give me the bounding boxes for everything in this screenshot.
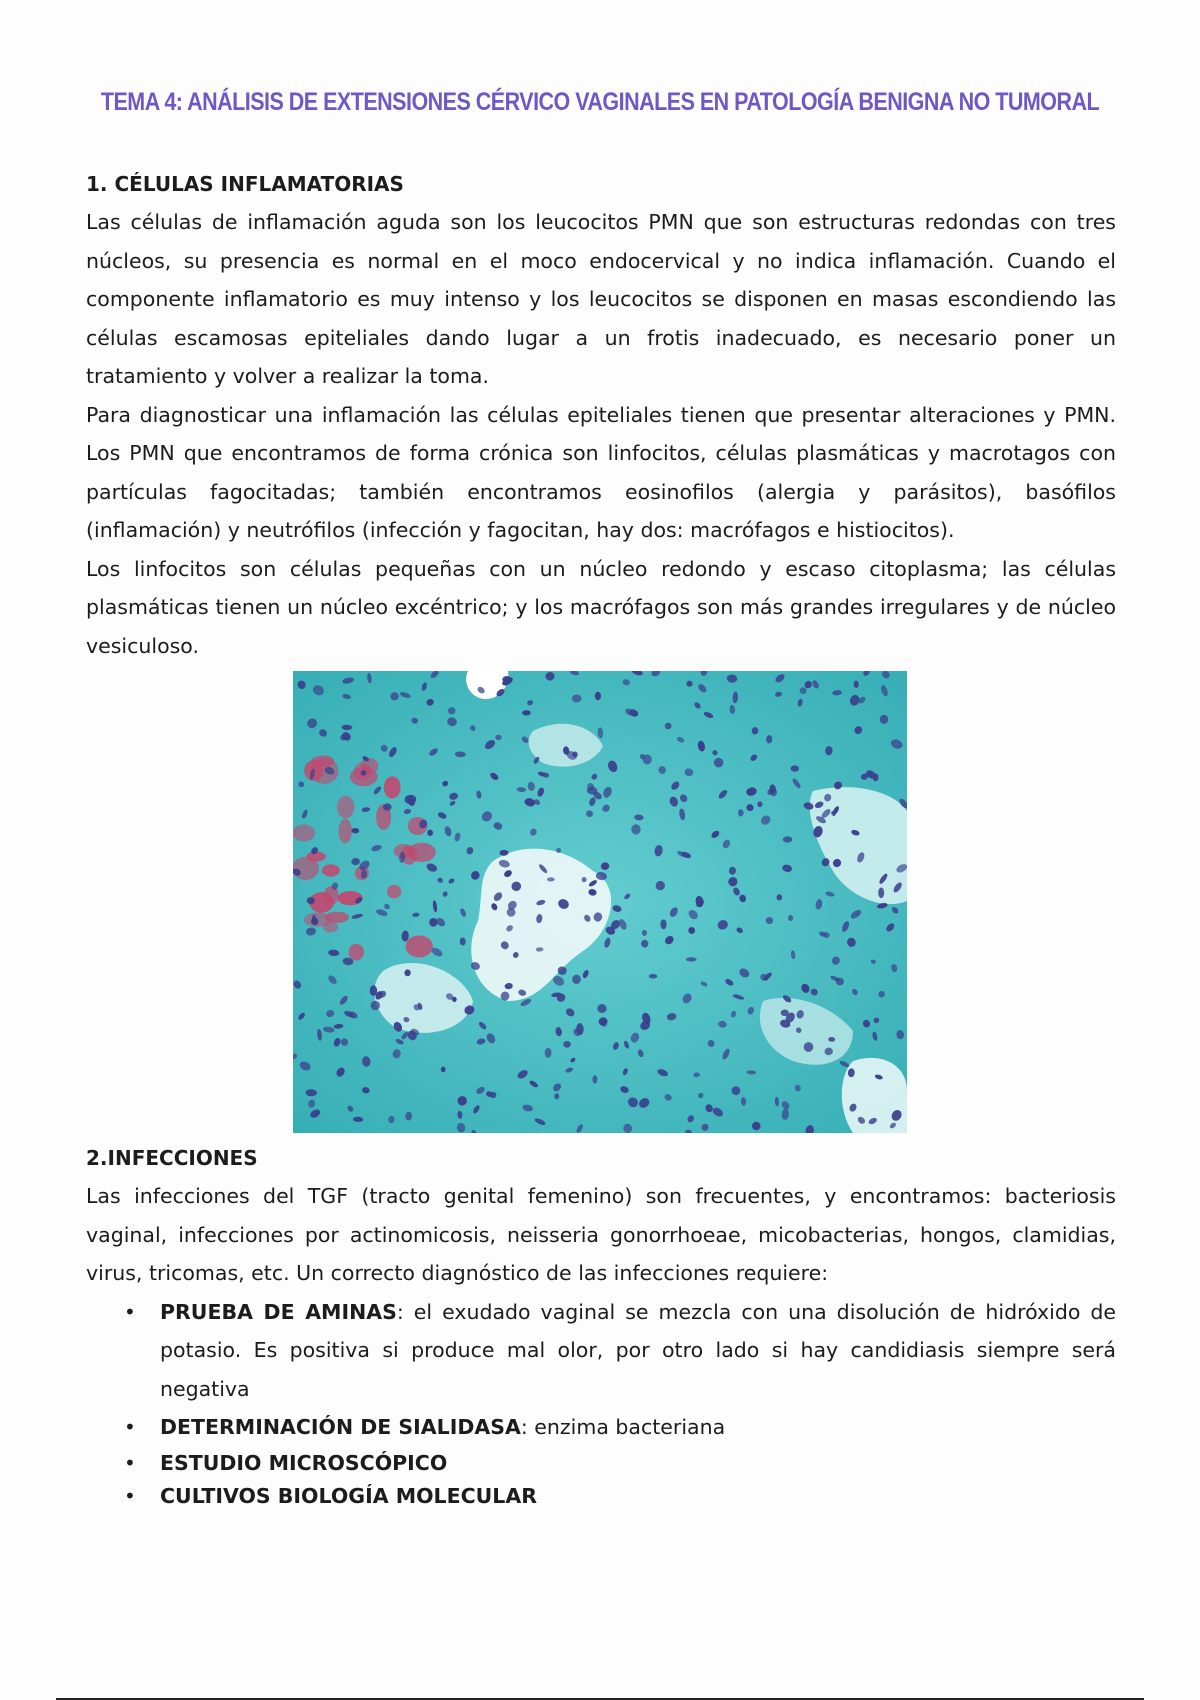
page-title: TEMA 4: ANÁLISIS DE EXTENSIONES CÉRVICO VAGINALES EN PATOLOGÍA BENIGNA NO TUMORAL bbox=[100, 88, 1100, 116]
micrograph-inflammatory-cells bbox=[293, 671, 907, 1133]
list-item-term: ESTUDIO MICROSCÓPICO bbox=[160, 1450, 448, 1475]
paragraph: Las células de inflamación aguda son los leucocitos PMN que son estructuras redondas con tres núcleos, su presencia es normal en el moco endocervical y no indica inflamación. Cuando el componente inflamatorio es muy intenso y los leucocitos se disponen en masas escondiendo las células escamosas epiteliales dando lugar a un frotis inadecuado, es necesario poner un tratamiento y volver a realizar la toma. bbox=[86, 210, 1116, 388]
list-item-term: CULTIVOS BIOLOGÍA MOLECULAR bbox=[160, 1483, 537, 1508]
list-item bbox=[86, 1293, 1116, 1409]
document-body bbox=[86, 165, 1116, 1513]
list-item bbox=[86, 1447, 1116, 1480]
paragraph: Para diagnosticar una inflamación las células epiteliales tienen que presentar alteraciones y PMN. Los PMN que encontramos de forma crónica son linfocitos, células plasmáticas y macrotagos con partículas fagocitadas; también encontramos eosinofilos (alergia y parásitos), basófilos (inflamación) y neutrófilos (infección y fagocitan, hay dos: macrófagos e histiocitos). bbox=[86, 402, 1116, 542]
list-item-text: : el exudado vaginal se mezcla con una disolución de hidróxido de potasio. Es positiva si produce mal olor, por otro lado si hay candidiasis siempre será negativa bbox=[160, 1299, 1116, 1401]
paragraph: Los linfocitos son células pequeñas con un núcleo redondo y escaso citoplasma; las células plasmáticas tienen un núcleo excéntrico; y los macrófagos son más grandes irregulares y de núcleo vesiculoso. bbox=[86, 556, 1116, 658]
list-item-term: DETERMINACIÓN DE SIALIDASA bbox=[160, 1415, 521, 1439]
diagnosis-list bbox=[86, 1293, 1116, 1513]
list-item-term: PRUEBA DE AMINAS bbox=[160, 1299, 397, 1324]
list-item-text: : enzima bacteriana bbox=[520, 1415, 726, 1439]
section-heading-infecciones: 2.INFECCIONES bbox=[86, 1146, 258, 1170]
paragraph: Las infecciones del TGF (tracto genital femenino) son frecuentes, y encontramos: bacteriosis vaginal, infecciones por actinomicosis, neisseria gonorrhoeae, micobacterias, hongos, clamidias, virus, tricomas, etc. Un correcto diagnóstico de las infecciones requiere: bbox=[86, 1184, 1116, 1285]
list-item bbox=[86, 1480, 1116, 1513]
micrograph-image bbox=[293, 671, 907, 1133]
section-heading-celulas-inflamatorias: 1. CÉLULAS INFLAMATORIAS bbox=[86, 172, 404, 196]
list-item bbox=[86, 1408, 1116, 1447]
